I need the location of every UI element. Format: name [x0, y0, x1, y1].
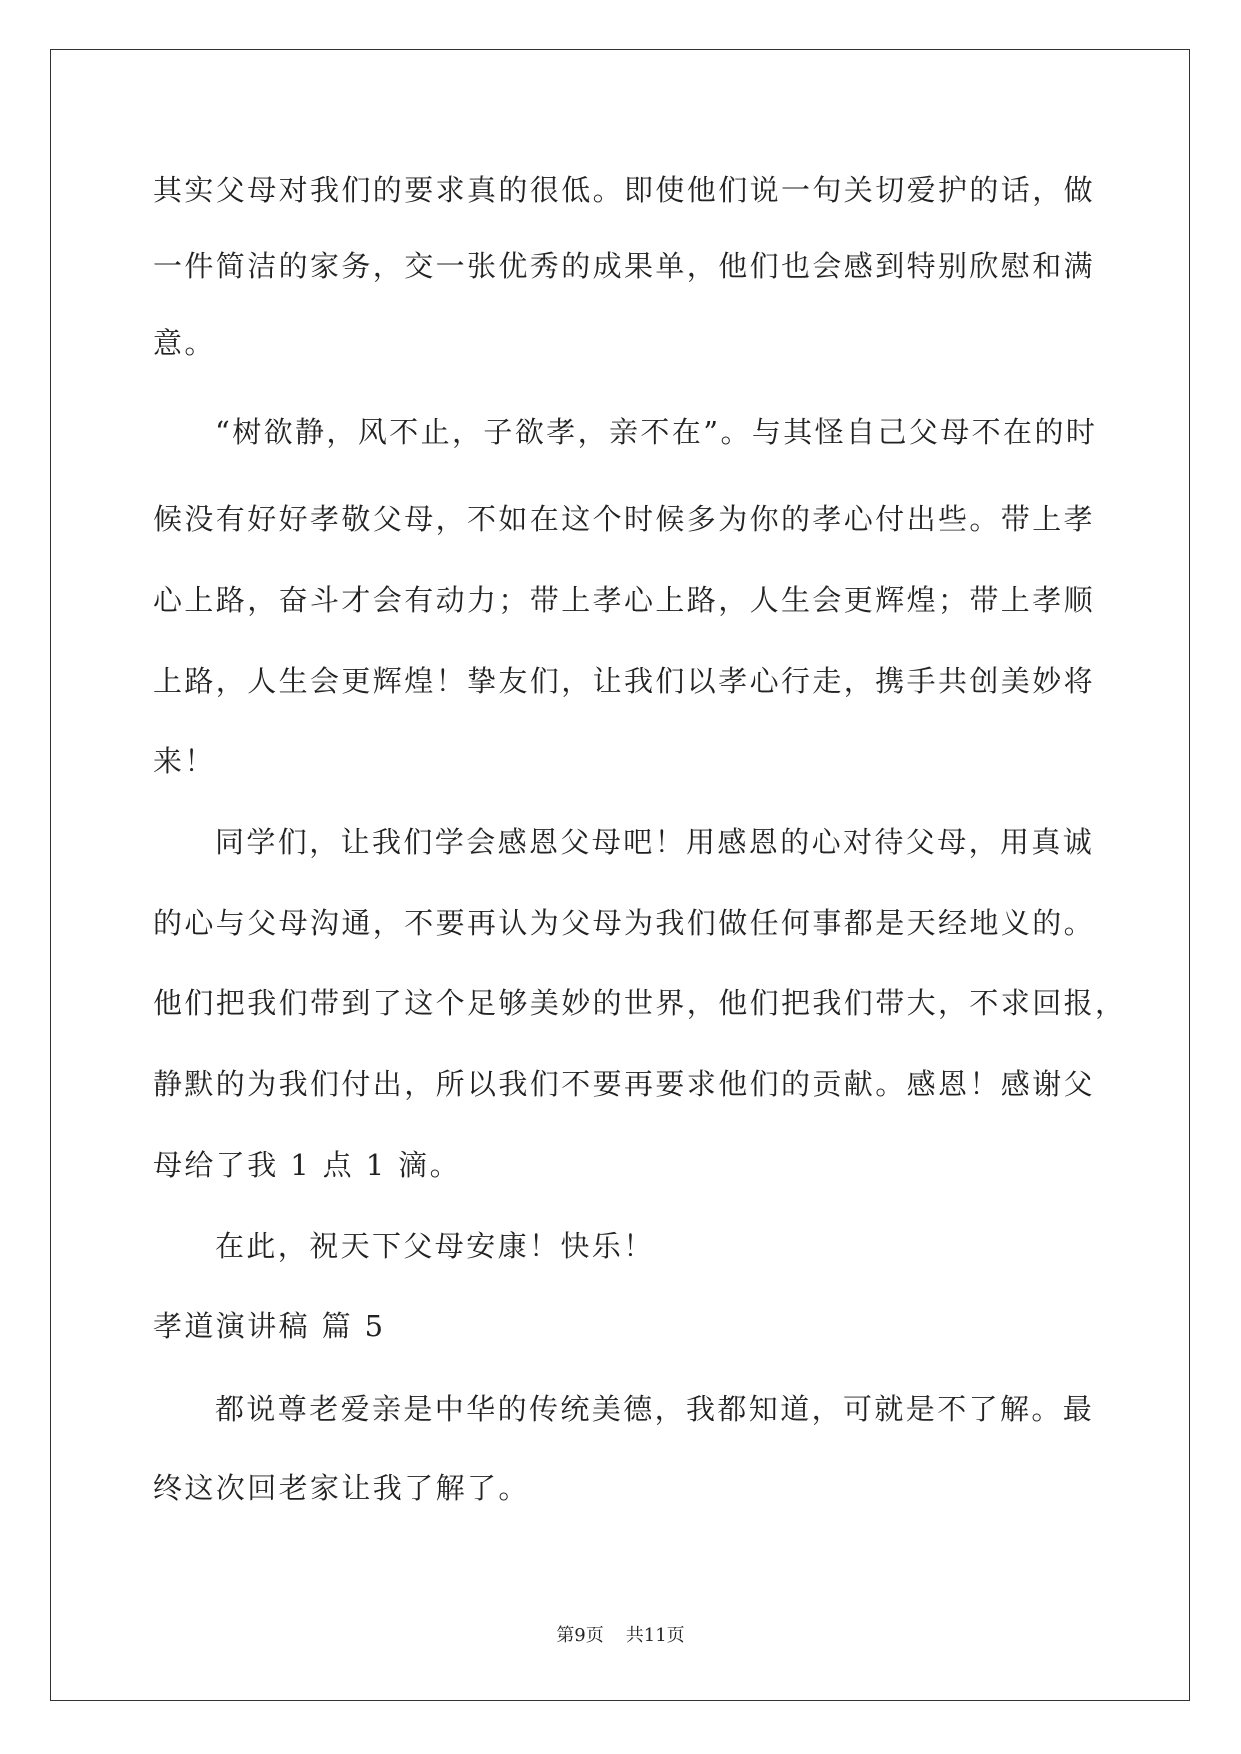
paragraph-line: 来！: [153, 744, 216, 778]
paragraph-line: 他们把我们带到了这个足够美妙的世界，他们把我们带大，不求回报，: [153, 986, 1127, 1020]
page-footer: [0, 1624, 1241, 1648]
paragraph-line: 一件简洁的家务，交一张优秀的成果单，他们也会感到特别欣慰和满: [153, 249, 1096, 283]
paragraph-line: “树欲静，风不止，子欲孝，亲不在”。与其怪自己父母不在的时: [215, 415, 1098, 449]
paragraph-line: 静默的为我们付出，所以我们不要再要求他们的贡献。感恩！感谢父: [153, 1067, 1096, 1101]
paragraph-line: 终这次回老家让我了解了。: [153, 1471, 530, 1505]
paragraph-line: 在此，祝天下父母安康！快乐！: [215, 1229, 655, 1263]
page-number-current: 第9页: [556, 1625, 604, 1646]
section-heading: 孝道演讲稿 篇 5: [153, 1309, 386, 1343]
paragraph-line: 意。: [153, 326, 216, 360]
paragraph-line: 母给了我 1 点 1 滴。: [153, 1148, 461, 1182]
paragraph-line: 都说尊老爱亲是中华的传统美德，我都知道，可就是不了解。最: [215, 1392, 1095, 1426]
paragraph-line: 候没有好好孝敬父母，不如在这个时候多为你的孝心付出些。带上孝: [153, 502, 1096, 536]
paragraph-line: 的心与父母沟通，不要再认为父母为我们做任何事都是天经地义的。: [153, 906, 1096, 940]
page-border: [50, 49, 1190, 1701]
paragraph-line: 其实父母对我们的要求真的很低。即使他们说一句关切爱护的话，做: [153, 173, 1096, 207]
paragraph-line: 同学们，让我们学会感恩父母吧！用感恩的心对待父母，用真诚: [215, 825, 1095, 859]
paragraph-line: 上路，人生会更辉煌！挚友们，让我们以孝心行走，携手共创美妙将: [153, 664, 1096, 698]
page-number-total: 共11页: [625, 1625, 685, 1646]
paragraph-line: 心上路，奋斗才会有动力；带上孝心上路，人生会更辉煌；带上孝顺: [153, 583, 1096, 617]
